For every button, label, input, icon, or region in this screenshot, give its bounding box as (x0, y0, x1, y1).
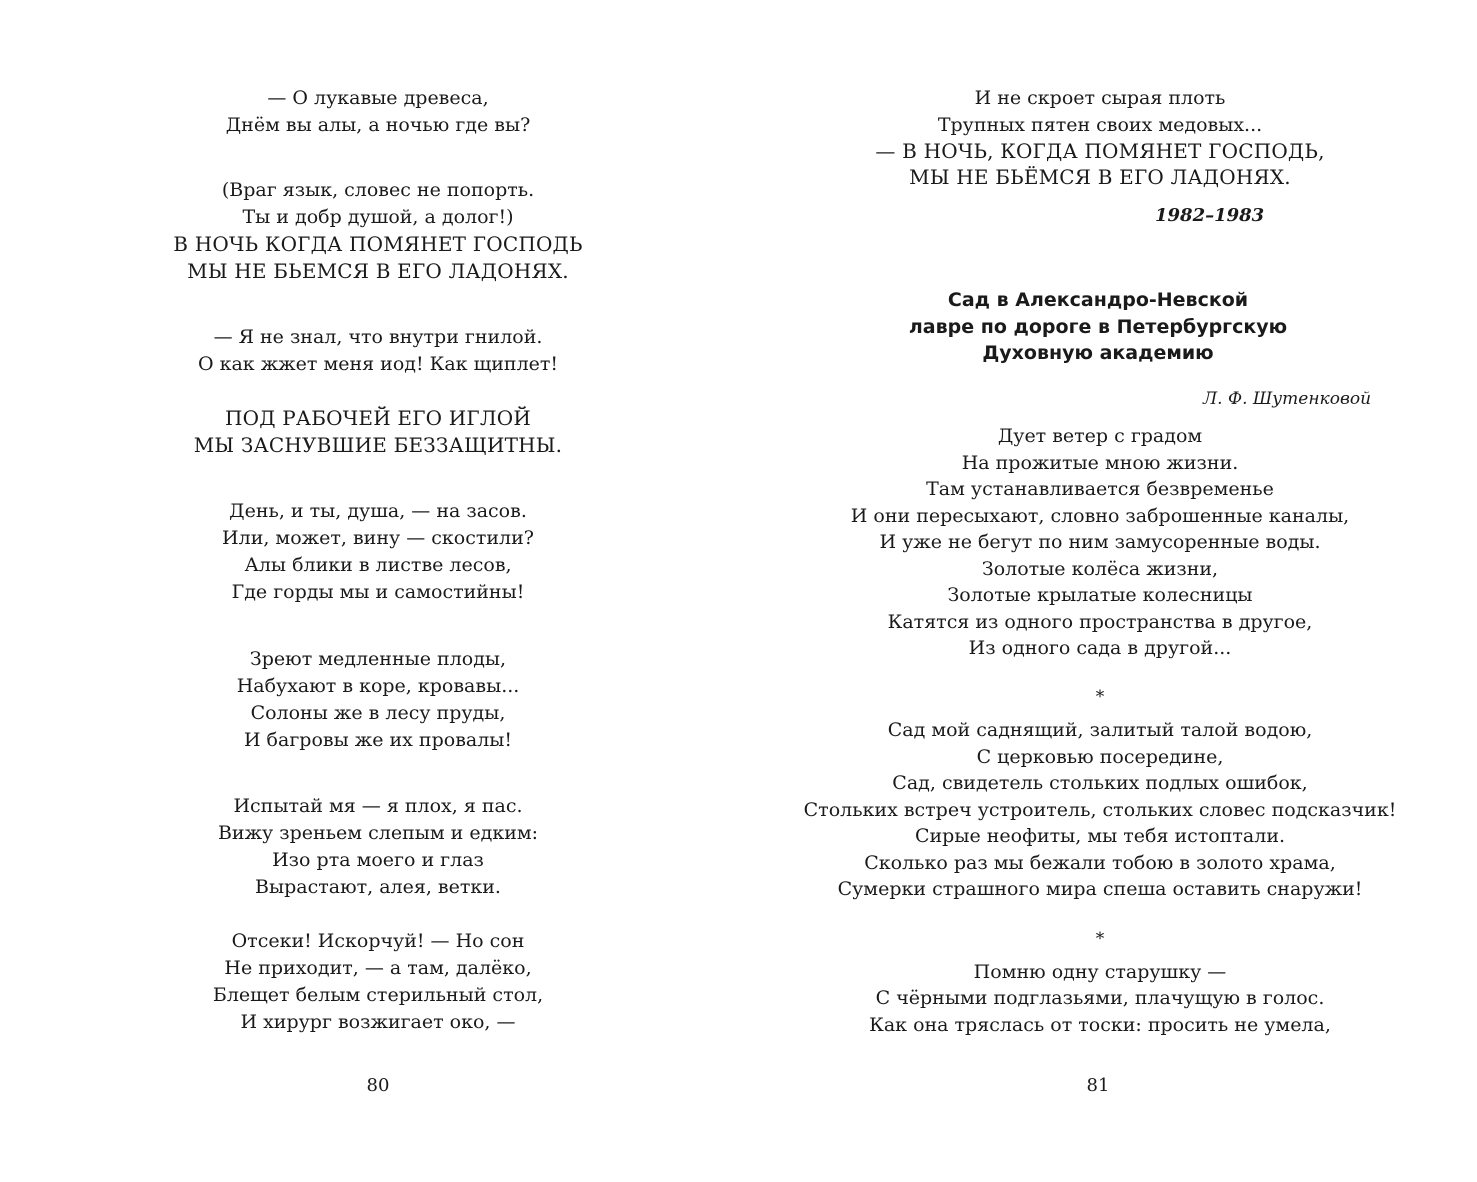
verse-line: Сад мой саднящий, залитый талой водою, (887, 719, 1313, 741)
verse-line: Не приходит, — а там, далёко, (224, 957, 532, 979)
verse-line: И уже не бегут по ним замусоренные воды. (879, 531, 1321, 553)
verse-line: Сад, свидетель стольких подлых ошибок, (892, 772, 1308, 794)
verse-line: — Я не знал, что внутри гнилой. (213, 326, 543, 348)
verse-line: Днём вы алы, а ночью где вы? (225, 114, 531, 136)
verse-line: На прожитые мною жизни. (961, 452, 1239, 474)
verse-line: Солоны же в лесу пруды, (250, 702, 506, 724)
verse-line-caps: — В НОЧЬ, КОГДА ПОМЯНЕТ ГОСПОДЬ, (875, 139, 1325, 163)
verse-line: Золотые крылатые колесницы (947, 584, 1253, 606)
verse-line: Алы блики в листве лесов, (244, 554, 512, 576)
section-separator: * (1095, 929, 1105, 949)
verse-line: (Враг язык, словес не попорть. (221, 179, 535, 201)
poem-title-line: Сад в Александро-Невской (947, 289, 1249, 311)
verse-line: С чёрными подглазьями, плачущую в голос. (875, 987, 1325, 1009)
verse-line: Испытай мя — я плох, я пас. (233, 795, 523, 817)
verse-line: — О лукавые древеса, (267, 87, 489, 109)
verse-line-caps: МЫ ЗАСНУВШИЕ БЕЗЗАЩИТНЫ. (193, 433, 563, 457)
verse-line: Вырастают, алея, ветки. (255, 876, 501, 898)
verse-line: Золотые колёса жизни, (981, 558, 1219, 580)
verse-line: Сколько раз мы бежали тобою в золото храма, (864, 852, 1336, 874)
verse-line: Блещет белым стерильный стол, (212, 984, 544, 1006)
verse-line: Где горды мы и самостийны! (231, 581, 525, 603)
verse-line: Катятся из одного пространства в другое, (887, 611, 1313, 633)
verse-line: Ты и добр душой, а долог!) (242, 206, 514, 228)
verse-line-caps: В НОЧЬ КОГДА ПОМЯНЕТ ГОСПОДЬ (173, 232, 583, 256)
verse-line: Дует ветер с градом (997, 425, 1203, 447)
verse-line: Отсеки! Искорчуй! — Но сон (231, 930, 525, 952)
verse-line: Или, может, вину — скостили? (222, 527, 534, 549)
verse-line: Сумерки страшного мира спеша оставить снаружи! (837, 878, 1363, 900)
verse-line: И багровы же их провалы! (243, 729, 513, 751)
verse-line-caps: МЫ НЕ БЬЕМСЯ В ЕГО ЛАДОНЯХ. (187, 259, 569, 283)
verse-line: Из одного сада в другой... (968, 637, 1232, 659)
verse-line-caps: МЫ НЕ БЬЁМСЯ В ЕГО ЛАДОНЯХ. (909, 165, 1291, 189)
verse-line: Трупных пятен своих медовых... (937, 114, 1263, 136)
verse-line: И хирург возжигает око, — (240, 1011, 516, 1033)
page-number: 80 (366, 1075, 390, 1096)
verse-line: И они пересыхают, словно заброшенные каналы, (850, 505, 1350, 527)
poem-title-line: Духовную академию (982, 342, 1214, 364)
verse-line: Стольких встреч устроитель, стольких словес подсказчик! (803, 799, 1397, 821)
verse-line: С церковью посередине, (976, 746, 1224, 768)
verse-line: Как она тряслась от тоски: просить не умела, (869, 1014, 1331, 1036)
page-number: 81 (1086, 1075, 1110, 1096)
verse-line: Набухают в коре, кровавы... (236, 675, 520, 697)
verse-line: Помню одну старушку — (973, 961, 1227, 983)
verse-line: Там устанавливается безвременье (926, 478, 1274, 500)
poem-title-line: лавре по дороге в Петербургскую (908, 316, 1288, 338)
verse-line: День, и ты, душа, — на засов. (229, 500, 527, 522)
verse-line: И не скроет сырая плоть (974, 87, 1226, 109)
verse-line: О как жжет меня иод! Как щиплет! (197, 353, 559, 375)
right-page (760, 0, 1477, 1182)
verse-line: Вижу зреньем слепым и едким: (217, 822, 539, 844)
dedication: Л. Ф. Шутенковой (1203, 389, 1372, 409)
verse-line: Зреют медленные плоды, (249, 648, 507, 670)
verse-line: Изо рта моего и глаз (272, 849, 484, 871)
verse-line: Сирые неофиты, мы тебя истоптали. (914, 825, 1286, 847)
section-separator: * (1095, 687, 1105, 707)
poem-date: 1982–1983 (1155, 205, 1265, 226)
verse-line-caps: ПОД РАБОЧЕЙ ЕГО ИГЛОЙ (224, 406, 532, 430)
